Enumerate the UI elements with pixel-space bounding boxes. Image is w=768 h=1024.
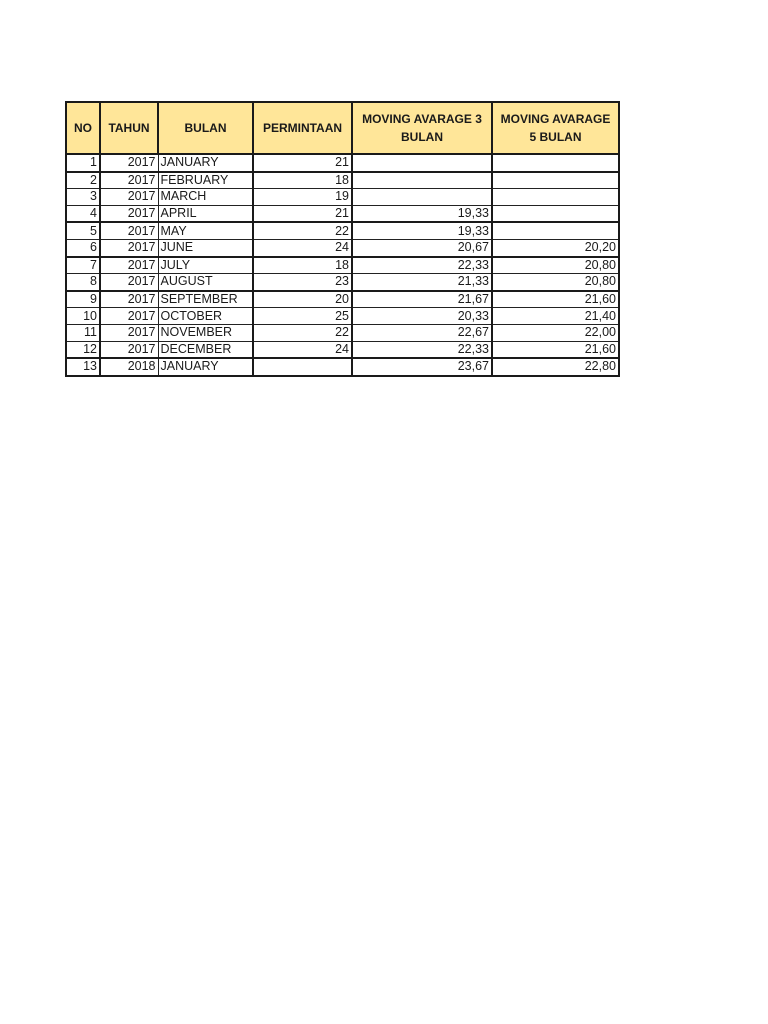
cell-no[interactable]: 9 bbox=[66, 291, 100, 308]
cell-bulan[interactable]: FEBRUARY bbox=[158, 172, 253, 189]
cell-moving-average-3[interactable]: 23,67 bbox=[352, 358, 492, 376]
cell-permintaan[interactable]: 21 bbox=[253, 154, 352, 172]
cell-permintaan[interactable]: 18 bbox=[253, 257, 352, 274]
cell-moving-average-3[interactable]: 22,33 bbox=[352, 341, 492, 358]
cell-bulan[interactable]: OCTOBER bbox=[158, 308, 253, 325]
cell-bulan[interactable]: DECEMBER bbox=[158, 341, 253, 358]
cell-tahun[interactable]: 2017 bbox=[100, 341, 158, 358]
cell-moving-average-5[interactable]: 22,80 bbox=[492, 358, 619, 376]
cell-bulan[interactable]: MARCH bbox=[158, 189, 253, 206]
cell-no[interactable]: 8 bbox=[66, 274, 100, 291]
cell-no[interactable]: 10 bbox=[66, 308, 100, 325]
table-row bbox=[66, 239, 619, 256]
header-moving-average-3: MOVING AVARAGE 3 BULAN bbox=[352, 102, 492, 154]
cell-bulan[interactable]: APRIL bbox=[158, 205, 253, 222]
cell-no[interactable]: 12 bbox=[66, 341, 100, 358]
table-row bbox=[66, 341, 619, 358]
cell-no[interactable]: 13 bbox=[66, 358, 100, 376]
cell-permintaan[interactable]: 25 bbox=[253, 308, 352, 325]
table-row bbox=[66, 154, 619, 172]
cell-no[interactable]: 5 bbox=[66, 222, 100, 239]
cell-moving-average-3[interactable]: 20,33 bbox=[352, 308, 492, 325]
cell-moving-average-3[interactable]: 21,33 bbox=[352, 274, 492, 291]
cell-bulan[interactable]: NOVEMBER bbox=[158, 324, 253, 341]
cell-moving-average-3[interactable] bbox=[352, 154, 492, 172]
table-row bbox=[66, 308, 619, 325]
table-row bbox=[66, 205, 619, 222]
cell-moving-average-5[interactable]: 20,80 bbox=[492, 257, 619, 274]
cell-moving-average-3[interactable]: 19,33 bbox=[352, 205, 492, 222]
cell-permintaan[interactable]: 18 bbox=[253, 172, 352, 189]
cell-moving-average-5[interactable] bbox=[492, 154, 619, 172]
cell-permintaan[interactable]: 22 bbox=[253, 324, 352, 341]
cell-permintaan[interactable]: 23 bbox=[253, 274, 352, 291]
table-row bbox=[66, 189, 619, 206]
cell-tahun[interactable]: 2018 bbox=[100, 358, 158, 376]
cell-moving-average-5[interactable] bbox=[492, 189, 619, 206]
header-permintaan: PERMINTAAN bbox=[253, 102, 352, 154]
cell-moving-average-3[interactable]: 22,33 bbox=[352, 257, 492, 274]
cell-moving-average-3[interactable]: 19,33 bbox=[352, 222, 492, 239]
cell-tahun[interactable]: 2017 bbox=[100, 291, 158, 308]
header-bulan: BULAN bbox=[158, 102, 253, 154]
table-row bbox=[66, 358, 619, 376]
cell-tahun[interactable]: 2017 bbox=[100, 239, 158, 256]
header-moving-average-5: MOVING AVARAGE 5 BULAN bbox=[492, 102, 619, 154]
cell-bulan[interactable]: SEPTEMBER bbox=[158, 291, 253, 308]
table-row bbox=[66, 257, 619, 274]
cell-moving-average-3[interactable]: 22,67 bbox=[352, 324, 492, 341]
cell-bulan[interactable]: MAY bbox=[158, 222, 253, 239]
cell-no[interactable]: 4 bbox=[66, 205, 100, 222]
cell-moving-average-3[interactable]: 21,67 bbox=[352, 291, 492, 308]
cell-moving-average-3[interactable]: 20,67 bbox=[352, 239, 492, 256]
cell-permintaan[interactable]: 19 bbox=[253, 189, 352, 206]
cell-bulan[interactable]: JANUARY bbox=[158, 154, 253, 172]
cell-moving-average-3[interactable] bbox=[352, 189, 492, 206]
cell-no[interactable]: 1 bbox=[66, 154, 100, 172]
cell-permintaan[interactable]: 22 bbox=[253, 222, 352, 239]
cell-tahun[interactable]: 2017 bbox=[100, 205, 158, 222]
cell-permintaan[interactable] bbox=[253, 358, 352, 376]
cell-moving-average-5[interactable]: 22,00 bbox=[492, 324, 619, 341]
cell-moving-average-5[interactable]: 20,20 bbox=[492, 239, 619, 256]
cell-permintaan[interactable]: 21 bbox=[253, 205, 352, 222]
cell-moving-average-5[interactable]: 21,40 bbox=[492, 308, 619, 325]
cell-tahun[interactable]: 2017 bbox=[100, 172, 158, 189]
moving-average-sheet bbox=[65, 101, 620, 377]
cell-moving-average-5[interactable] bbox=[492, 222, 619, 239]
table-row bbox=[66, 291, 619, 308]
cell-moving-average-5[interactable]: 21,60 bbox=[492, 341, 619, 358]
header-row bbox=[66, 102, 619, 154]
cell-bulan[interactable]: JANUARY bbox=[158, 358, 253, 376]
cell-moving-average-5[interactable] bbox=[492, 205, 619, 222]
cell-permintaan[interactable]: 24 bbox=[253, 239, 352, 256]
table-row bbox=[66, 324, 619, 341]
moving-average-table bbox=[65, 101, 620, 377]
cell-tahun[interactable]: 2017 bbox=[100, 274, 158, 291]
cell-tahun[interactable]: 2017 bbox=[100, 308, 158, 325]
cell-tahun[interactable]: 2017 bbox=[100, 257, 158, 274]
header-no: NO bbox=[66, 102, 100, 154]
cell-bulan[interactable]: JULY bbox=[158, 257, 253, 274]
cell-no[interactable]: 3 bbox=[66, 189, 100, 206]
table-row bbox=[66, 222, 619, 239]
cell-no[interactable]: 11 bbox=[66, 324, 100, 341]
cell-moving-average-5[interactable]: 20,80 bbox=[492, 274, 619, 291]
cell-moving-average-5[interactable]: 21,60 bbox=[492, 291, 619, 308]
table-row bbox=[66, 172, 619, 189]
cell-permintaan[interactable]: 24 bbox=[253, 341, 352, 358]
table-row bbox=[66, 274, 619, 291]
cell-bulan[interactable]: JUNE bbox=[158, 239, 253, 256]
cell-tahun[interactable]: 2017 bbox=[100, 324, 158, 341]
cell-moving-average-5[interactable] bbox=[492, 172, 619, 189]
table-body bbox=[66, 154, 619, 376]
cell-no[interactable]: 7 bbox=[66, 257, 100, 274]
cell-permintaan[interactable]: 20 bbox=[253, 291, 352, 308]
cell-no[interactable]: 2 bbox=[66, 172, 100, 189]
cell-tahun[interactable]: 2017 bbox=[100, 154, 158, 172]
cell-moving-average-3[interactable] bbox=[352, 172, 492, 189]
cell-tahun[interactable]: 2017 bbox=[100, 189, 158, 206]
cell-tahun[interactable]: 2017 bbox=[100, 222, 158, 239]
cell-no[interactable]: 6 bbox=[66, 239, 100, 256]
header-tahun: TAHUN bbox=[100, 102, 158, 154]
cell-bulan[interactable]: AUGUST bbox=[158, 274, 253, 291]
